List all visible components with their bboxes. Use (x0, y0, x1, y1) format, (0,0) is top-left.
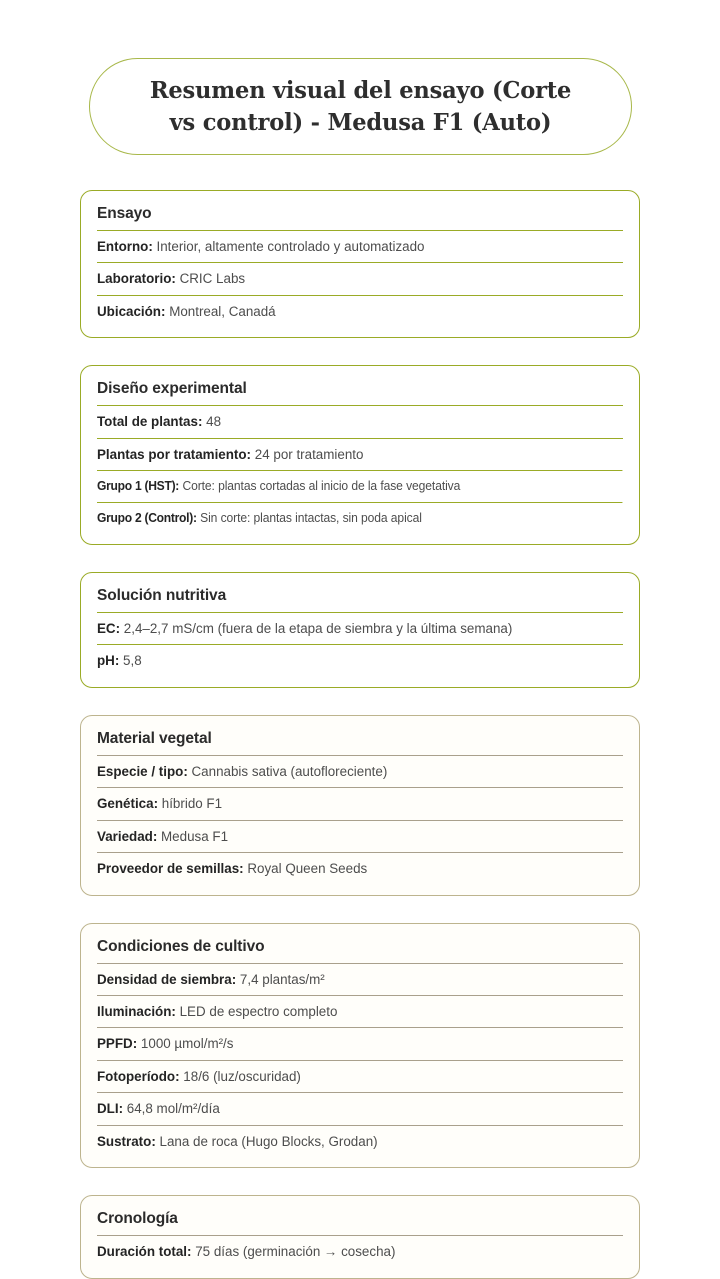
detail-value: 18/6 (luz/oscuridad) (183, 1068, 301, 1084)
detail-label: Densidad de siembra: (97, 971, 237, 987)
detail-row (97, 852, 623, 884)
detail-row (97, 502, 623, 534)
detail-value: Cannabis sativa (autofloreciente) (191, 763, 388, 779)
detail-value: CRIC Labs (179, 271, 246, 287)
card-title: Solución nutritiva (97, 586, 227, 604)
detail-label: Total de plantas: (97, 414, 203, 430)
detail-value: 64,8 mol/m²/día (126, 1101, 220, 1117)
detail-value: Lana de roca (Hugo Blocks, Grodan) (159, 1133, 378, 1149)
page-title: Resumen visual del ensayo (Corte vs control) - Medusa F1 (Auto) (149, 76, 571, 136)
card-title: Ensayo (97, 205, 152, 222)
detail-row (97, 820, 623, 852)
detail-row (97, 438, 623, 470)
detail-value: 48 (206, 414, 222, 430)
detail-value: híbrido F1 (161, 796, 223, 812)
detail-row (97, 963, 623, 995)
detail-value: Montreal, Canadá (169, 303, 276, 319)
detail-row (97, 262, 623, 294)
card-solucion-nutritiva (80, 572, 640, 688)
detail-row (97, 1060, 623, 1092)
detail-value: Interior, altamente controlado y automatizado (156, 239, 425, 254)
detail-label: Proveedor de semillas: (97, 861, 244, 877)
detail-label: Sustrato: (97, 1133, 156, 1149)
detail-row (97, 1235, 623, 1267)
detail-label: Especie / tipo: (97, 763, 188, 779)
card-rows (97, 963, 623, 1158)
detail-label: pH: (97, 653, 120, 669)
card-condiciones-de-cultivo (80, 923, 640, 1169)
detail-row (97, 1092, 623, 1124)
card-material-vegetal (80, 715, 640, 896)
card-ensayo (80, 190, 640, 338)
card-diseno-experimental (80, 365, 640, 545)
detail-label: Variedad: (97, 828, 158, 844)
detail-row (97, 295, 623, 327)
detail-label: Genética: (97, 796, 159, 812)
card-title: Material vegetal (97, 729, 212, 747)
detail-row (97, 644, 623, 676)
detail-value: 75 días (germinación → cosecha) (195, 1244, 396, 1260)
detail-row (97, 787, 623, 819)
detail-value: 24 por tratamiento (254, 446, 364, 462)
card-rows (97, 755, 623, 885)
card-title: Diseño experimental (97, 380, 247, 398)
detail-value: 1000 µmol/m²/s (140, 1036, 234, 1052)
detail-label: Entorno: (97, 239, 153, 254)
detail-label: EC: (97, 620, 121, 636)
page-title-pill (89, 58, 632, 155)
card-title: Condiciones de cultivo (97, 937, 265, 955)
detail-label: Iluminación: (97, 1003, 176, 1019)
card-cronologia (80, 1195, 640, 1278)
card-list (0, 190, 720, 1279)
detail-label: PPFD: (97, 1036, 138, 1052)
detail-label: Duración total: (97, 1244, 192, 1260)
detail-value: 2,4–2,7 mS/cm (fuera de la etapa de siembra y la última semana) (123, 620, 513, 636)
detail-label: DLI: (97, 1101, 124, 1117)
detail-row (97, 405, 623, 437)
detail-row (97, 755, 623, 787)
detail-row (97, 1125, 623, 1157)
detail-label: Ubicación: (97, 303, 166, 319)
card-rows (97, 405, 623, 534)
detail-label: Fotoperíodo: (97, 1068, 180, 1084)
card-rows (97, 612, 623, 677)
detail-label: Grupo 2 (Control): (97, 510, 197, 526)
detail-label: Plantas por tratamiento: (97, 446, 252, 462)
detail-row (97, 995, 623, 1027)
detail-row (97, 230, 623, 262)
detail-value: Medusa F1 (161, 828, 229, 844)
detail-row (97, 1027, 623, 1059)
detail-value: LED de espectro completo (179, 1003, 338, 1019)
card-title: Cronología (97, 1210, 178, 1228)
detail-value: 7,4 plantas/m² (239, 971, 325, 987)
detail-value: Corte: plantas cortadas al inicio de la fase vegetativa (182, 478, 461, 494)
title-section (0, 0, 720, 155)
card-rows (97, 230, 623, 327)
detail-value: Sin corte: plantas intactas, sin poda apical (200, 510, 422, 526)
detail-label: Laboratorio: (97, 271, 176, 287)
detail-row (97, 612, 623, 644)
detail-label: Grupo 1 (HST): (97, 478, 180, 494)
detail-row (97, 470, 623, 502)
detail-value: Royal Queen Seeds (247, 861, 368, 877)
card-rows (97, 1235, 623, 1267)
detail-value: 5,8 (123, 653, 142, 669)
